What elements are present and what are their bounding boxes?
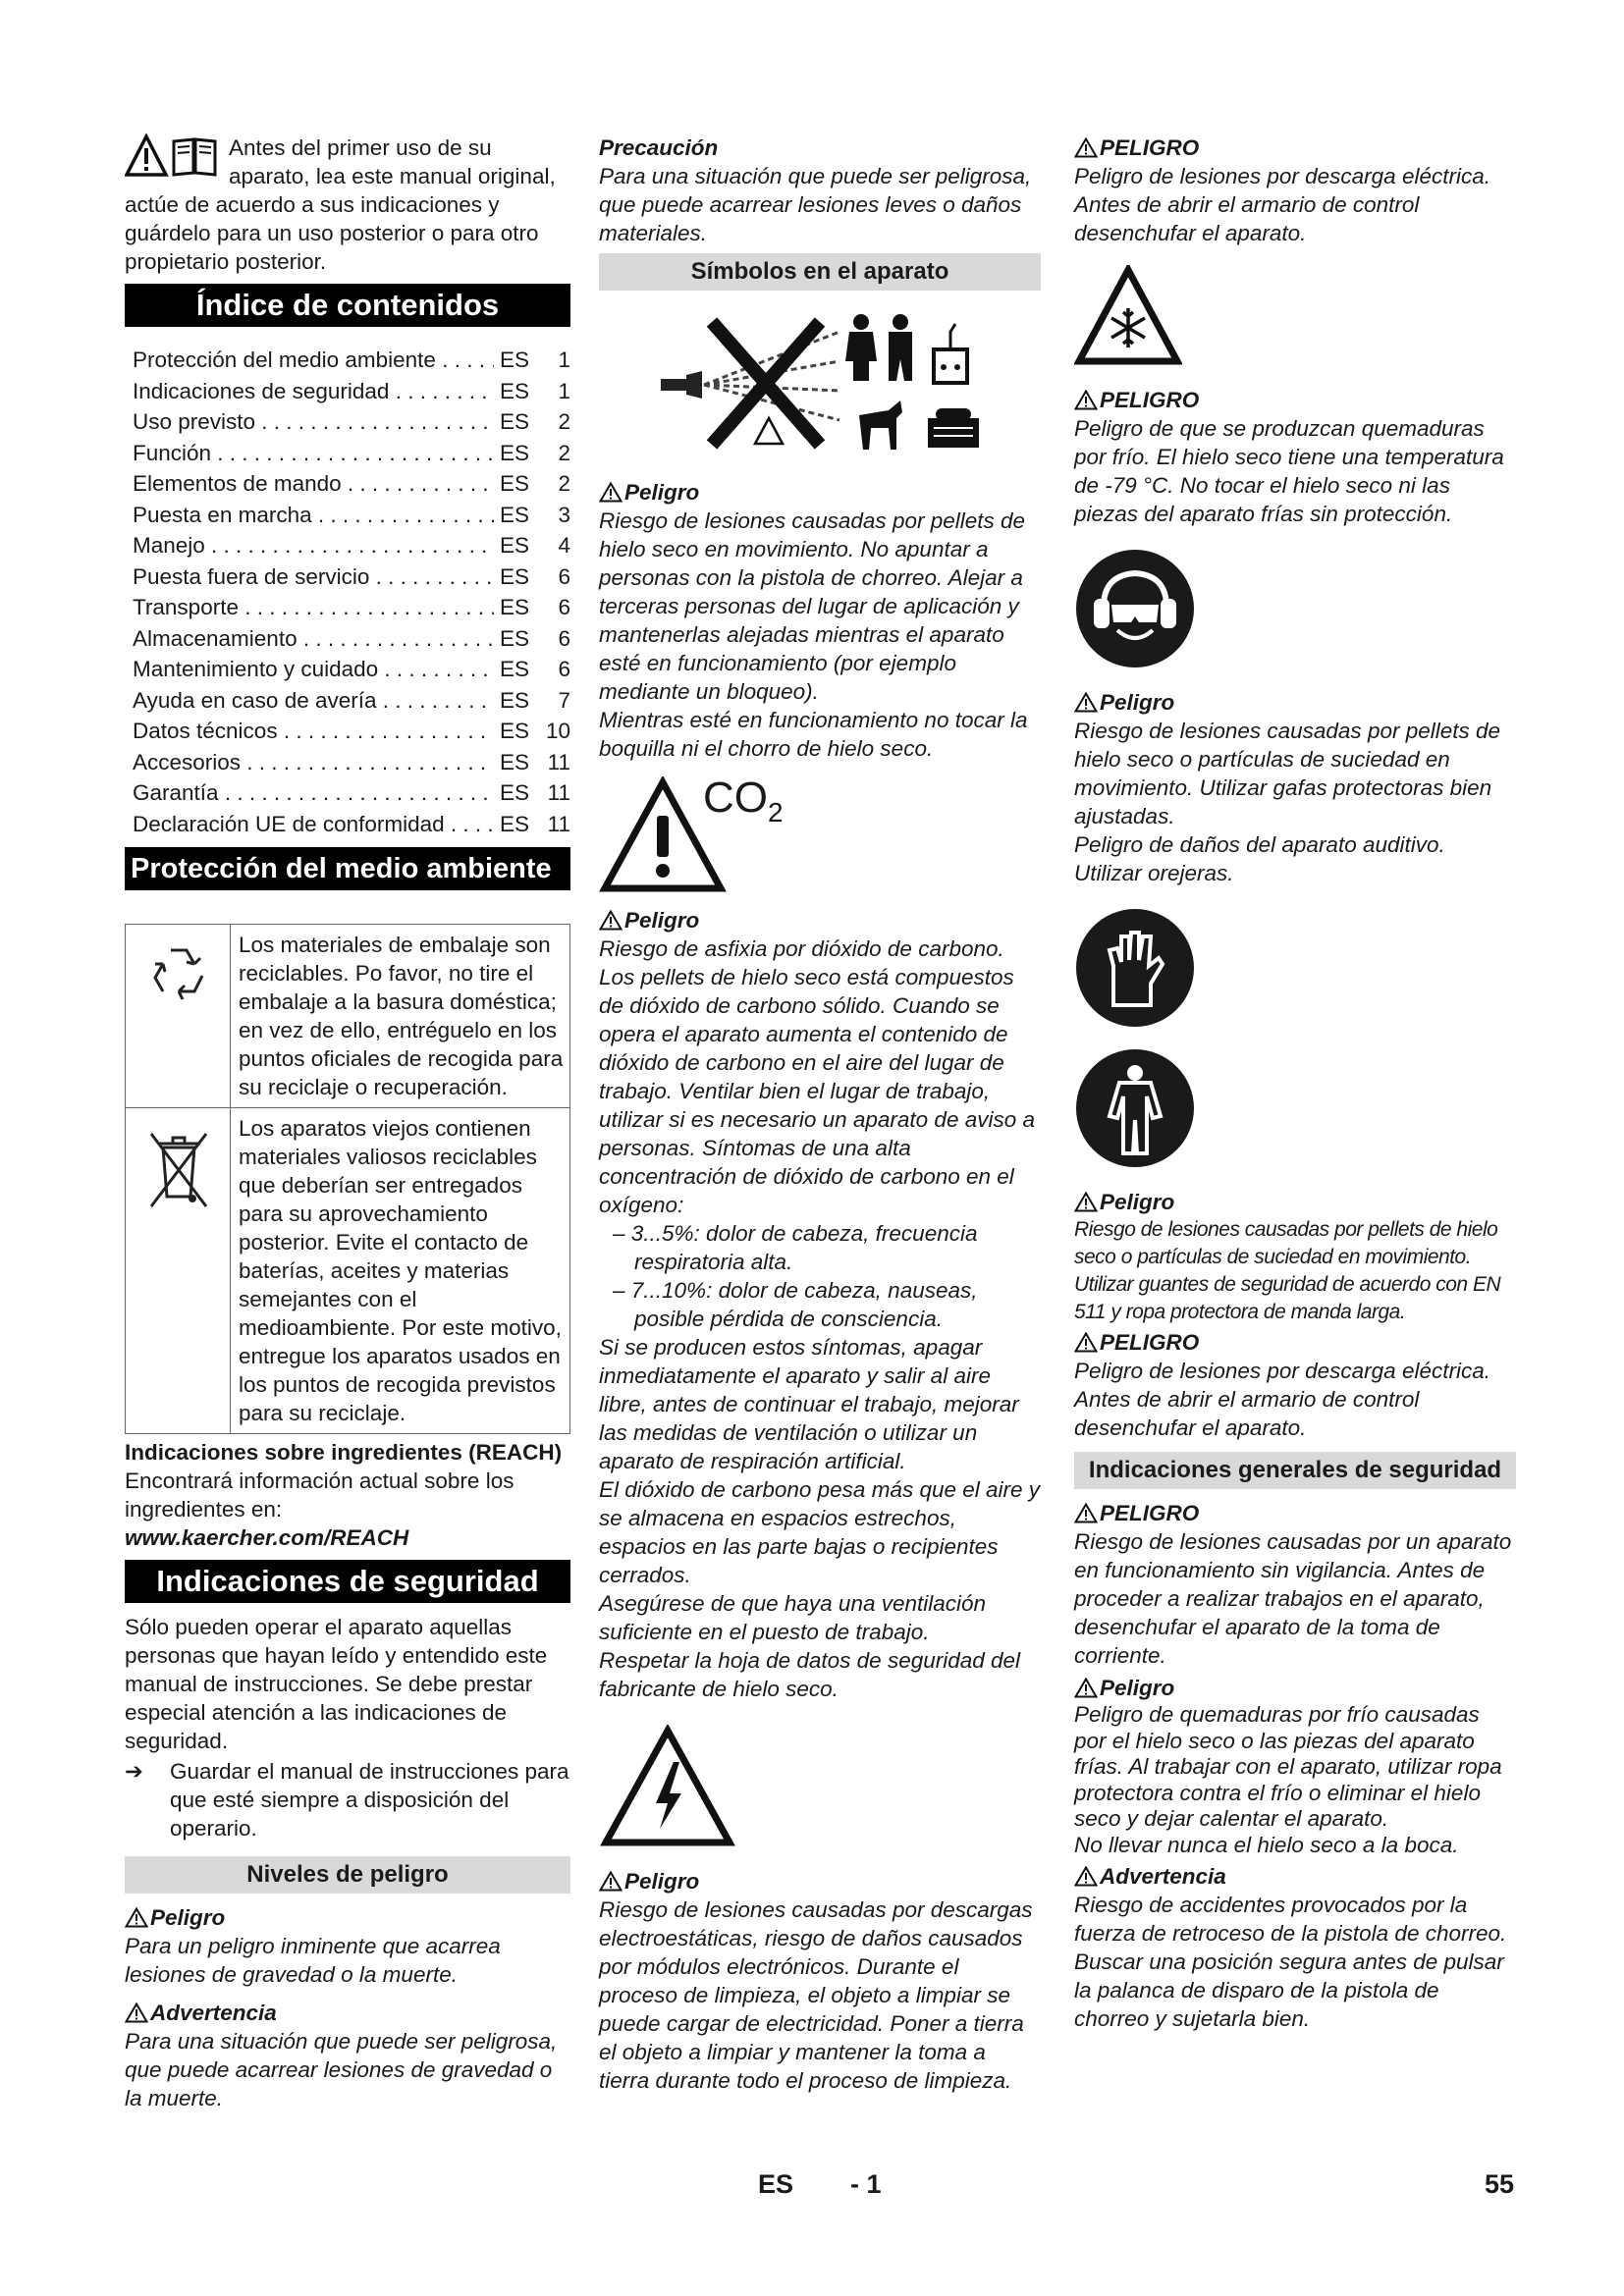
level-advertencia-text: Para una situación que puede ser peligrosa, que puede acarrear lesiones de gravedad o la muerte. — [125, 2029, 558, 2110]
warning-triangle-icon — [599, 910, 623, 931]
co2-label: $CO_2$ — [703, 774, 784, 828]
cold-pictogram — [1074, 265, 1516, 374]
toc-lang: ES — [499, 811, 529, 836]
toc-title: Puesta en marcha . . . — [133, 500, 494, 531]
general-safety-heading: Indicaciones generales de seguridad — [1074, 1452, 1516, 1489]
arrow-icon: ➔ — [125, 1759, 143, 1784]
toc-item[interactable] — [133, 623, 570, 655]
toc-heading: Índice de contenidos — [125, 284, 570, 327]
symbols-heading: Símbolos en el aparato — [599, 253, 1041, 291]
electric-pictogram — [599, 1725, 1041, 1855]
warning-triangle-icon — [125, 1907, 148, 1928]
toc-lang: ES — [499, 749, 529, 774]
peligro-6-text: Riesgo de lesiones causadas por un aparato en funcionamiento sin vigilancia. Antes de proceder a realizar trabajos en el aparato, desenchufar el aparato de la toma de corriente. — [1074, 1529, 1512, 1668]
eye-ear-protection-icon — [1074, 548, 1196, 669]
warning-triangle-icon — [1074, 1192, 1098, 1212]
toc-page: 11 — [547, 811, 570, 836]
toc-page: 11 — [547, 749, 570, 774]
recycling-icon — [143, 940, 214, 1011]
footer-local-page: - 1 — [850, 2169, 882, 2199]
toc-title: Declaración UE de conformidad . . . — [133, 809, 494, 840]
toc-lang: ES — [499, 595, 529, 619]
toc-title: Elementos de mando . . . — [133, 468, 494, 500]
intro-text: Antes del primer uso de su aparato, lea este manual original, actúe de acuerdo a sus indicaciones y guárdelo para un uso posterior o para otro propietario posterior. — [125, 135, 556, 274]
toc-title: Ayuda en caso de avería . . . — [133, 685, 494, 717]
warning-2-heading: Peligro — [599, 906, 1041, 934]
warning-triangle-icon — [1074, 1678, 1098, 1698]
warning-triangle-icon — [1074, 137, 1098, 158]
toc-lang: ES — [499, 502, 529, 527]
peligro-4-text-2: Utilizar guantes de seguridad de acuerdo con EN 511 y ropa protectora de manda larga. — [1074, 1273, 1501, 1323]
toc-item[interactable] — [133, 500, 570, 531]
peligro-1-heading: PELIGRO — [1074, 133, 1516, 162]
toc-title: Indicaciones de seguridad . . . — [133, 376, 494, 407]
packaging-text: Los materiales de embalaje son reciclables. Po favor, no tire el embalaje a la basura doméstica; en vez de ello, entréguelo en los puntos oficiales de recogida para su reciclaje o recuperación. — [231, 925, 570, 1108]
caution-heading: Precaución — [599, 135, 719, 160]
protective-suit-pictogram — [1074, 1047, 1516, 1176]
toc-item[interactable] — [133, 345, 570, 376]
column-middle — [599, 133, 1041, 2095]
warning-2-text: Riesgo de asfixia por dióxido de carbono. Los pellets de hielo seco está compuestos de dióxido de carbono sólido. Cuando se opera el aparato aumenta el contenido de dióxido de carbono en el aire del lugar de trabajo. Ventilar bien el lugar de trabajo, utilizar si es necesario un aparato de aviso a personas. Síntomas de una alta concentración de dióxido de carbono en el oxígeno: — [599, 936, 1036, 1217]
co2-pictogram — [599, 776, 1041, 894]
warning-2-item-2: – 7...10%: dolor de cabeza, nauseas, posible pérdida de consciencia. — [613, 1278, 978, 1331]
peligro-2-heading: PELIGRO — [1074, 386, 1516, 414]
environment-heading: Protección del medio ambiente — [125, 847, 570, 890]
warning-2-text-4: Asegúrese de que haya una ventilación suficiente en el puesto de trabajo. — [599, 1591, 987, 1644]
toc-item[interactable] — [133, 376, 570, 407]
warning-1-text-2: Mientras esté en funcionamiento no tocar la boquilla ni el chorro de hielo seco. — [599, 708, 1028, 761]
warning-2-text-5: Respetar la hoja de datos de seguridad del fabricante de hielo seco. — [599, 1648, 1021, 1701]
toc-item[interactable] — [133, 716, 570, 747]
warning-triangle-icon — [1074, 1332, 1098, 1353]
toc-lang: ES — [499, 378, 529, 403]
footer-lang: ES — [758, 2169, 794, 2199]
warning-3-text: Riesgo de lesiones causadas por descargas electroestáticas, riesgo de daños causados por módulos electrónicos. Durante el proceso de limpieza, el objeto a limpiar se puede cargar de electricidad. Poner a tierra el objeto a limpiar y mantener la toma a tierra durante todo el proceso de limpieza. — [599, 1897, 1033, 2093]
toc-lang: ES — [499, 780, 529, 805]
peligro-7-text-2: No llevar nunca el hielo seco a la boca. — [1074, 1832, 1459, 1857]
peligro-3-text: Riesgo de lesiones causadas por pellets de hielo seco o partículas de suciedad en movimiento. Utilizar gafas protectoras bien ajustadas. — [1074, 719, 1501, 828]
caution-text: Para una situación que puede ser peligrosa, que puede acarrear lesiones leves o daños materiales. — [599, 164, 1032, 245]
toc-item[interactable] — [133, 654, 570, 685]
peligro-3-text-2: Peligro de daños del aparato auditivo. Utilizar orejeras. — [1074, 832, 1445, 885]
toc-item[interactable] — [133, 438, 570, 469]
peligro-4-text: Riesgo de lesiones causadas por pellets de hielo seco o partículas de suciedad en movimiento. — [1074, 1218, 1498, 1268]
peligro-7-text: Peligro de quemaduras por frío causadas por el hielo seco o las piezas del aparato frías. Al trabajar con el aparato, utilizar ropa protectora contra el frío o eliminar el hielo seco y dejar calentar el aparato. — [1074, 1702, 1502, 1831]
toc-lang: ES — [499, 625, 529, 651]
peligro-5-heading: PELIGRO — [1074, 1328, 1516, 1357]
level-advertencia-heading: Advertencia — [125, 1999, 570, 2027]
toc-page: 1 — [558, 347, 570, 372]
safety-heading: Indicaciones de seguridad — [125, 1560, 570, 1603]
toc-title: Protección del medio ambiente . . . — [133, 345, 494, 376]
warning-triangle-icon — [599, 482, 623, 503]
toc-title: Datos técnicos . . . — [133, 716, 494, 747]
toc-page: 6 — [558, 563, 570, 589]
toc-title: Uso previsto . . . — [133, 406, 494, 438]
warning-1-text: Riesgo de lesiones causadas por pellets de hielo seco en movimiento. No apuntar a personas con la pistola de chorreo. Alejar a terceras personas del lugar de aplicación y mantenerlas alejadas mientras el aparato esté en funcionamiento (por ejemplo mediante un bloqueo). — [599, 508, 1026, 704]
no-spraying-people-pictogram — [599, 302, 1041, 466]
toc-item[interactable] — [133, 406, 570, 438]
intro-block — [125, 133, 570, 276]
warning-triangle-icon — [1074, 1503, 1098, 1523]
environment-table — [125, 924, 570, 1434]
warning-triangle-icon — [1074, 1866, 1098, 1887]
peligro-5-text: Peligro de lesiones por descarga eléctrica. Antes de abrir el armario de control desenchufar el aparato. — [1074, 1359, 1490, 1440]
toc-page: 4 — [558, 533, 570, 558]
peligro-6-heading: PELIGRO — [1074, 1499, 1516, 1527]
toc-lang: ES — [499, 533, 529, 558]
toc-item[interactable] — [133, 777, 570, 809]
peligro-1-text: Peligro de lesiones por descarga eléctrica. Antes de abrir el armario de control desenchufar el aparato. — [1074, 164, 1490, 245]
level-peligro-text: Para un peligro inminente que acarrea lesiones de gravedad o la muerte. — [125, 1934, 501, 1987]
toc-page: 1 — [558, 378, 570, 403]
toc-item[interactable] — [133, 530, 570, 561]
reach-heading: Indicaciones sobre ingredientes (REACH) — [125, 1440, 563, 1465]
toc-page: 2 — [558, 440, 570, 465]
peligro-4-heading: Peligro — [1074, 1188, 1516, 1216]
column-right — [1074, 133, 1516, 2033]
toc-item[interactable] — [133, 592, 570, 623]
old-devices-text: Los aparatos viejos contienen materiales valiosos reciclables que deberían ser entregados para su aprovechamiento posterior. Evite el contacto de baterías, aceites y materias semejantes con el medioambiente. Por este motivo, entregue los aparatos usados en los puntos de recogida previstos para su reciclaje. — [231, 1108, 570, 1434]
toc-title: Manejo . . . — [133, 530, 494, 561]
warning-triangle-icon — [1074, 390, 1098, 410]
crossed-bin-icon — [143, 1124, 214, 1212]
footer-page-number: 55 — [1485, 2169, 1515, 2199]
toc-lang: ES — [499, 409, 529, 434]
column-left — [125, 133, 570, 2112]
safety-instruction — [125, 1757, 570, 1842]
warning-book-icon — [125, 133, 223, 179]
toc-item[interactable] — [133, 747, 570, 778]
toc-page: 3 — [558, 502, 570, 527]
toc-page: 7 — [558, 687, 570, 713]
toc-lang: ES — [499, 471, 529, 496]
toc-item[interactable] — [133, 561, 570, 593]
toc-page: 6 — [558, 625, 570, 651]
toc-page: 10 — [545, 719, 570, 743]
warning-triangle-icon — [125, 2002, 148, 2023]
toc-page: 6 — [558, 595, 570, 619]
warning-triangle-icon — [1074, 692, 1098, 713]
goggles-pictogram — [1074, 548, 1516, 676]
toc-page: 2 — [558, 471, 570, 496]
warning-3-heading: Peligro — [599, 1867, 1041, 1896]
safety-instruction-text: Guardar el manual de instrucciones para que esté siempre a disposición del operario. — [170, 1759, 569, 1841]
advertencia-text: Riesgo de accidentes provocados por la fuerza de retroceso de la pistola de chorreo. Buscar una posición segura antes de pulsar la palanca de disparo de la pistola de chorreo y sujetarla bien. — [1074, 1893, 1507, 2031]
safety-text: Sólo pueden operar el aparato aquellas personas que hayan leído y entendido este manual de instrucciones. Se debe prestar especial atención a las indicaciones de seguridad. — [125, 1615, 548, 1753]
frost-warning-icon — [1074, 265, 1182, 367]
toc-title: Transporte . . . — [133, 592, 494, 623]
toc-lang: ES — [499, 563, 529, 589]
gloves-icon — [1074, 907, 1196, 1029]
peligro-3-heading: Peligro — [1074, 688, 1516, 717]
no-blasting-people-icon — [643, 302, 997, 459]
toc-lang: ES — [499, 657, 529, 681]
warning-2-text-2: Si se producen estos síntomas, apagar inmediatamente el aparato y salir al aire libre, antes de continuar el trabajo, mejorar las medidas de ventilación o utilizar un aparato de respiración artificial. — [599, 1335, 1019, 1473]
toc-lang: ES — [499, 347, 529, 372]
toc-title: Función . . . — [133, 438, 494, 469]
protective-clothing-icon — [1074, 1047, 1196, 1169]
toc-title: Almacenamiento . . . — [133, 623, 494, 655]
high-voltage-icon — [599, 1725, 736, 1848]
danger-levels-heading: Niveles de peligro — [125, 1856, 570, 1894]
toc-title: Puesta fuera de servicio . . . — [133, 561, 494, 593]
advertencia-heading: Advertencia — [1074, 1862, 1516, 1891]
warning-2-text-3: El dióxido de carbono pesa más que el aire y se almacena en espacios estrechos, espacios en las parte bajas o recipientes cerrados. — [599, 1477, 1041, 1587]
toc-page: 11 — [547, 780, 570, 805]
toc-title: Accesorios . . . — [133, 747, 494, 778]
toc-lang: ES — [499, 440, 529, 465]
gloves-pictogram — [1074, 907, 1516, 1036]
toc-item[interactable] — [133, 809, 570, 840]
warning-2-item-1: – 3...5%: dolor de cabeza, frecuencia respiratoria alta. — [613, 1221, 978, 1274]
toc-page: 2 — [558, 409, 570, 434]
toc-list — [125, 345, 570, 839]
level-peligro-heading: Peligro — [125, 1903, 570, 1932]
reach-text: Encontrará información actual sobre los ingredientes en: — [125, 1468, 514, 1522]
peligro-7-heading: Peligro — [1074, 1674, 1516, 1702]
toc-page: 6 — [558, 657, 570, 681]
peligro-2-text: Peligro de que se produzcan quemaduras por frío. El hielo seco tiene una temperatura de -79 °C. No tocar el hielo seco ni las piezas del aparato frías sin protección. — [1074, 416, 1504, 526]
toc-title: Garantía . . . — [133, 777, 494, 809]
warning-triangle-icon — [599, 1871, 623, 1892]
warning-1-heading: Peligro — [599, 478, 1041, 507]
toc-item[interactable] — [133, 468, 570, 500]
toc-title: Mantenimiento y cuidado . . . — [133, 654, 494, 685]
toc-lang: ES — [499, 687, 529, 713]
toc-item[interactable] — [133, 685, 570, 717]
reach-link[interactable]: www.kaercher.com/REACH — [125, 1525, 409, 1550]
toc-lang: ES — [499, 719, 529, 743]
